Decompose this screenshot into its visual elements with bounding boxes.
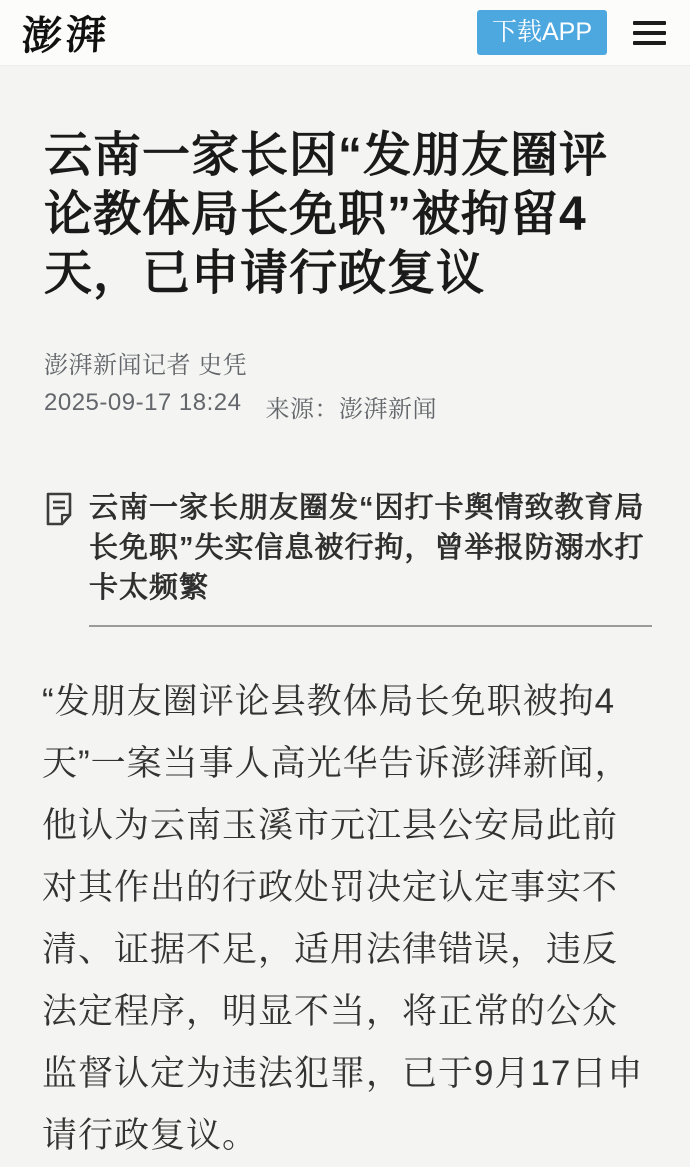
article-source: 来源：澎湃新闻 xyxy=(265,396,437,423)
header-actions xyxy=(477,10,666,55)
hamburger-menu-icon[interactable] xyxy=(633,21,666,45)
hamburger-bar xyxy=(633,31,666,35)
article-summary: 云南一家长朋友圈发“因打卡舆情致教育局长免职”失实信息被行拘，曾举报防溺水打卡太频繁 xyxy=(89,492,645,604)
app-header xyxy=(0,0,690,66)
article-content xyxy=(0,126,690,1167)
hamburger-bar xyxy=(633,41,666,45)
summary-divider xyxy=(89,625,652,627)
hamburger-bar xyxy=(633,21,666,25)
article-headline: 云南一家长因“发朋友圈评论教体局长免职”被拘留4天，已申请行政复议 xyxy=(44,129,609,300)
document-icon xyxy=(44,491,74,527)
article-body-paragraph: “发朋友圈评论县教体局长免职被拘4天”一案当事人高光华告诉澎湃新闻，他认为云南玉溪市元江县公安局此前对其作出的行政处罚决定认定事实不清、证据不足，适用法律错误，违反法定程序，明显不当，将正常的公众监督认定为违法犯罪，已于9月17日申请行政复议。 xyxy=(42,682,644,1155)
paper-logo[interactable]: 澎湃 xyxy=(20,11,112,60)
download-app-button[interactable]: 下载APP xyxy=(477,10,607,55)
article-dateline xyxy=(44,389,652,424)
article-byline: 澎湃新闻记者 史凭 xyxy=(44,352,248,379)
article-summary-section xyxy=(44,488,652,608)
publish-datetime: 2025-09-17 18:24 xyxy=(44,389,242,416)
